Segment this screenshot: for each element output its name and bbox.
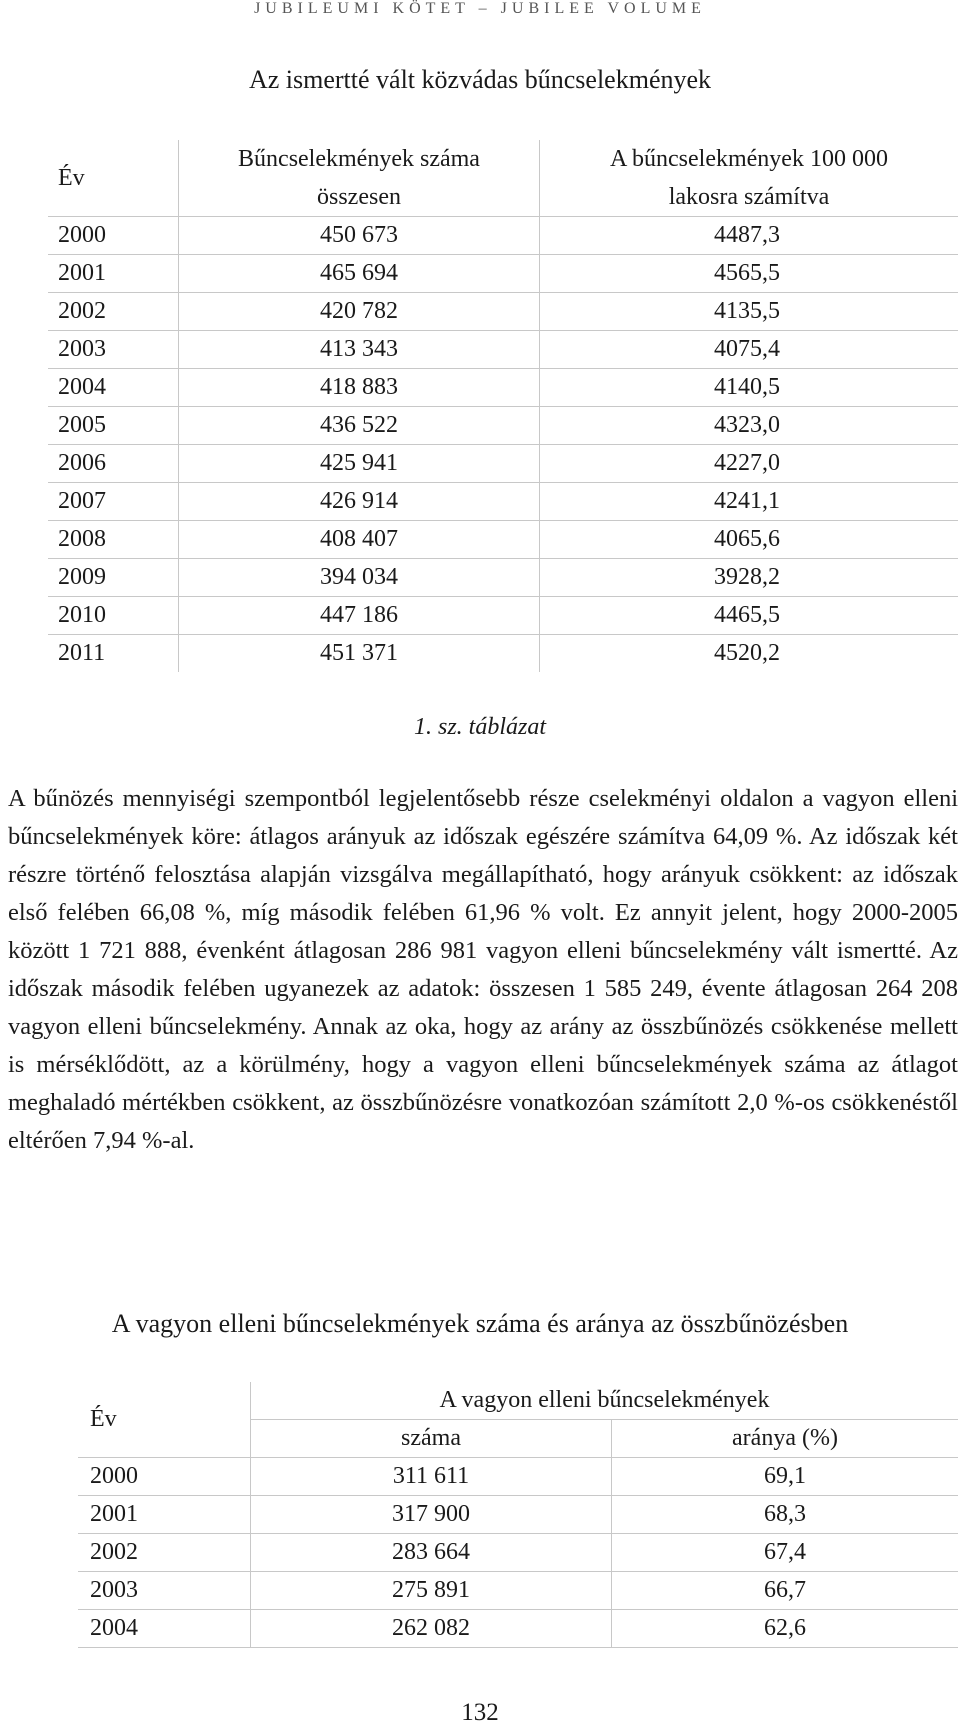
year-cell: 2002 xyxy=(58,298,106,324)
table-row xyxy=(48,635,958,673)
total-cell: 436 522 xyxy=(179,407,540,445)
rate-cell: 69,1 xyxy=(612,1458,959,1496)
table-row xyxy=(48,559,958,597)
total-cell: 413 343 xyxy=(179,331,540,369)
total-column-header xyxy=(179,140,540,217)
page-number: 132 xyxy=(461,1699,499,1726)
year-cell: 2004 xyxy=(90,1615,138,1641)
total-cell: 426 914 xyxy=(179,483,540,521)
year-cell: 2003 xyxy=(90,1577,138,1603)
rate-cell: 4227,0 xyxy=(540,445,959,483)
year-cell: 2008 xyxy=(58,526,106,552)
table-row xyxy=(48,445,958,483)
table1-caption: 1. sz. táblázat xyxy=(413,714,547,740)
table-row xyxy=(78,1534,958,1572)
table1-title: Az ismertté vált közvádas bűncselekmények xyxy=(248,65,712,94)
rate-cell: 66,7 xyxy=(612,1572,959,1610)
total-cell: 420 782 xyxy=(179,293,540,331)
rate-column-header xyxy=(540,140,959,217)
table-row xyxy=(48,597,958,635)
total-cell: 425 941 xyxy=(179,445,540,483)
rate-cell: 4565,5 xyxy=(540,255,959,293)
t2-count-column-header: száma xyxy=(251,1420,612,1458)
table-row xyxy=(48,331,958,369)
t2-group-header: A vagyon elleni bűncselekmények xyxy=(251,1382,959,1420)
year-cell: 2006 xyxy=(58,450,106,476)
year-cell: 2001 xyxy=(58,260,106,286)
table-row xyxy=(48,217,958,255)
table2-title: A vagyon elleni bűncselekmények száma és aránya az összbűnözésben xyxy=(111,1309,849,1338)
count-cell: 317 900 xyxy=(251,1496,612,1534)
rate-cell: 68,3 xyxy=(612,1496,959,1534)
t2-year-column-header: Év xyxy=(90,1406,117,1432)
rate-cell: 67,4 xyxy=(612,1534,959,1572)
rate-cell: 4465,5 xyxy=(540,597,959,635)
year-cell: 2001 xyxy=(90,1501,138,1527)
year-cell: 2011 xyxy=(58,640,106,666)
year-cell: 2000 xyxy=(90,1463,138,1489)
rate-cell: 4135,5 xyxy=(540,293,959,331)
rate-cell: 4487,3 xyxy=(540,217,959,255)
total-header-line1: Bűncselekmények száma xyxy=(238,146,480,172)
year-cell: 2002 xyxy=(90,1539,138,1565)
rate-cell: 4323,0 xyxy=(540,407,959,445)
rate-cell: 62,6 xyxy=(612,1610,959,1648)
rate-cell: 4520,2 xyxy=(540,635,959,673)
total-cell: 451 371 xyxy=(179,635,540,673)
table1-body xyxy=(48,217,958,673)
rate-cell: 4065,6 xyxy=(540,521,959,559)
count-cell: 262 082 xyxy=(251,1610,612,1648)
table-row xyxy=(48,293,958,331)
running-head: JUBILEUMI KÖTET – JUBILEE VOLUME xyxy=(254,0,706,17)
property-crime-table xyxy=(78,1382,958,1648)
year-cell: 2010 xyxy=(58,602,106,628)
table1-header-row xyxy=(48,140,958,217)
total-header-line2: összesen xyxy=(317,184,401,210)
total-cell: 465 694 xyxy=(179,255,540,293)
year-cell: 2009 xyxy=(58,564,106,590)
body-paragraph: A bűnözés mennyiségi szempontból legjelentősebb része cselekményi oldalon a vagyon elleni bűncselekmények köre: átlagos arányuk az időszak egészére számítva 64,09 %. Az időszak két részre történő felosztása alapján vizsgálva megállapítható, hogy arányuk csökkent: az időszak első felében 66,08 %, míg második felében 61,96 % volt. Ez annyit jelent, hogy 2000-2005 között 1 721 888, évenként átlagosan 286 981 vagyon elleni bűncselekmény vált ismertté. Az időszak második felében ugyanezek az adatok: összesen 1 585 249, évente átlagosan 264 208 vagyon elleni bűncselekmény. Annak az oka, hogy az arány az összbűnözés csökkenése mellett is mérséklődött, az a körülmény, hogy a vagyon elleni bűncselekmények száma az átlagot meghaladó mértékben csökkent, az összbűnözésre vonatkozóan számított 2,0 %-os csökkenéstől eltérően 7,94 %-al. xyxy=(8,785,958,1154)
table-row xyxy=(78,1610,958,1648)
rate-header-line2: lakosra számítva xyxy=(668,184,830,210)
count-cell: 275 891 xyxy=(251,1572,612,1610)
table-row xyxy=(48,407,958,445)
table-row xyxy=(48,521,958,559)
table2-header-row-1 xyxy=(78,1382,958,1420)
year-column-header: Év xyxy=(58,165,85,191)
count-cell: 311 611 xyxy=(251,1458,612,1496)
year-cell: 2007 xyxy=(58,488,106,514)
crime-totals-table xyxy=(48,140,958,672)
table-row xyxy=(78,1496,958,1534)
table-row xyxy=(78,1458,958,1496)
year-cell: 2000 xyxy=(58,222,106,248)
table-row xyxy=(48,255,958,293)
total-cell: 408 407 xyxy=(179,521,540,559)
year-cell: 2003 xyxy=(58,336,106,362)
rate-header-line1: A bűncselekmények 100 000 xyxy=(610,146,888,172)
total-cell: 447 186 xyxy=(179,597,540,635)
table-row xyxy=(48,483,958,521)
table-row xyxy=(78,1572,958,1610)
table-row xyxy=(48,369,958,407)
table2-body xyxy=(78,1458,958,1648)
rate-cell: 3928,2 xyxy=(540,559,959,597)
total-cell: 394 034 xyxy=(179,559,540,597)
t2-rate-column-header: aránya (%) xyxy=(612,1420,959,1458)
rate-cell: 4075,4 xyxy=(540,331,959,369)
total-cell: 450 673 xyxy=(179,217,540,255)
count-cell: 283 664 xyxy=(251,1534,612,1572)
year-cell: 2005 xyxy=(58,412,106,438)
total-cell: 418 883 xyxy=(179,369,540,407)
rate-cell: 4241,1 xyxy=(540,483,959,521)
year-cell: 2004 xyxy=(58,374,106,400)
rate-cell: 4140,5 xyxy=(540,369,959,407)
